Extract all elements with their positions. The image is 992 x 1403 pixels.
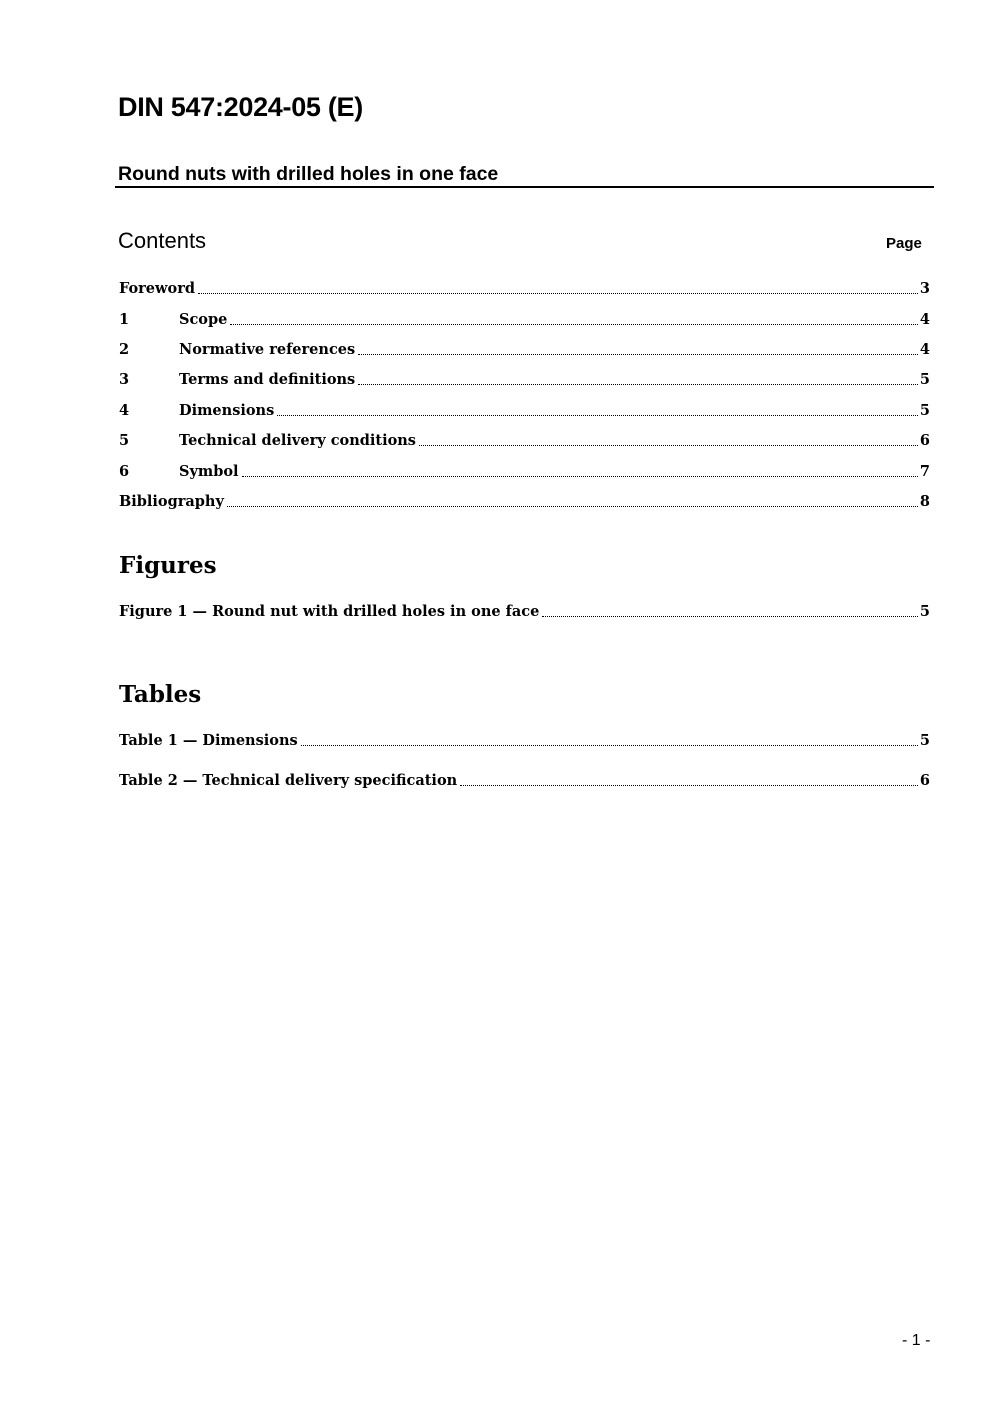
toc-entry-page: 7 [919, 463, 930, 480]
table-entry-label: Table 2 — Technical delivery specification [119, 772, 458, 789]
table-entry-label: Table 1 — Dimensions [119, 732, 298, 749]
toc-entry-label: Symbol [179, 463, 239, 480]
document-title: DIN 547:2024-05 (E) [118, 92, 363, 122]
table-entry-2[interactable] [119, 770, 930, 790]
toc-entry-number: 4 [119, 402, 130, 419]
toc-leader-dots [358, 383, 918, 385]
toc-leader-dots [198, 292, 918, 294]
figure-entry-1[interactable] [119, 601, 930, 621]
page-column-label: Page [886, 235, 922, 252]
toc-entry-label: Dimensions [179, 402, 275, 419]
toc-entry-dimensions[interactable] [119, 400, 930, 420]
toc-entry-number: 1 [119, 311, 130, 328]
toc-entry-number: 3 [119, 371, 130, 388]
toc-entry-label: Terms and definitions [179, 371, 356, 388]
table-entry-page: 5 [919, 732, 930, 749]
toc-entry-bibliography[interactable] [119, 491, 930, 511]
toc-entry-number: 2 [119, 341, 130, 358]
toc-entry-page: 4 [919, 341, 930, 358]
toc-entry-page: 8 [919, 493, 930, 510]
toc-entry-page: 4 [919, 311, 930, 328]
toc-entry-page: 3 [919, 280, 930, 297]
toc-leader-dots [301, 744, 918, 746]
toc-entry-symbol[interactable] [119, 461, 930, 481]
toc-entry-label: Foreword [119, 280, 195, 297]
figure-entry-label: Figure 1 — Round nut with drilled holes in one face [119, 603, 540, 620]
toc-entry-number: 6 [119, 463, 130, 480]
toc-entry-terms-and-definitions[interactable] [119, 369, 930, 389]
toc-leader-dots [230, 323, 918, 325]
figure-entry-page: 5 [919, 603, 930, 620]
toc-entry-label: Normative references [179, 341, 356, 358]
toc-entry-scope[interactable] [119, 309, 930, 329]
toc-entry-page: 6 [919, 432, 930, 449]
table-entry-page: 6 [919, 772, 930, 789]
title-underline [115, 186, 934, 188]
contents-heading: Contents [118, 228, 207, 253]
toc-entry-number: 5 [119, 432, 130, 449]
toc-entry-page: 5 [919, 402, 930, 419]
toc-entry-label: Bibliography [119, 493, 224, 510]
toc-entry-label: Scope [179, 311, 228, 328]
toc-leader-dots [358, 353, 918, 355]
table-entry-1[interactable] [119, 730, 930, 750]
toc-leader-dots [227, 505, 918, 507]
toc-leader-dots [460, 784, 918, 786]
figures-heading: Figures [119, 552, 217, 579]
toc-entry-technical-delivery-conditions[interactable] [119, 430, 930, 450]
document-subtitle: Round nuts with drilled holes in one face [118, 163, 499, 185]
tables-heading: Tables [119, 681, 202, 708]
toc-leader-dots [542, 615, 918, 617]
toc-leader-dots [419, 444, 918, 446]
toc-entry-page: 5 [919, 371, 930, 388]
toc-leader-dots [277, 414, 918, 416]
page-number: - 1 - [902, 1332, 931, 1349]
toc-entry-normative-references[interactable] [119, 339, 930, 359]
toc-entry-foreword[interactable] [119, 278, 930, 298]
toc-leader-dots [242, 475, 918, 477]
toc-entry-label: Technical delivery conditions [179, 432, 416, 449]
